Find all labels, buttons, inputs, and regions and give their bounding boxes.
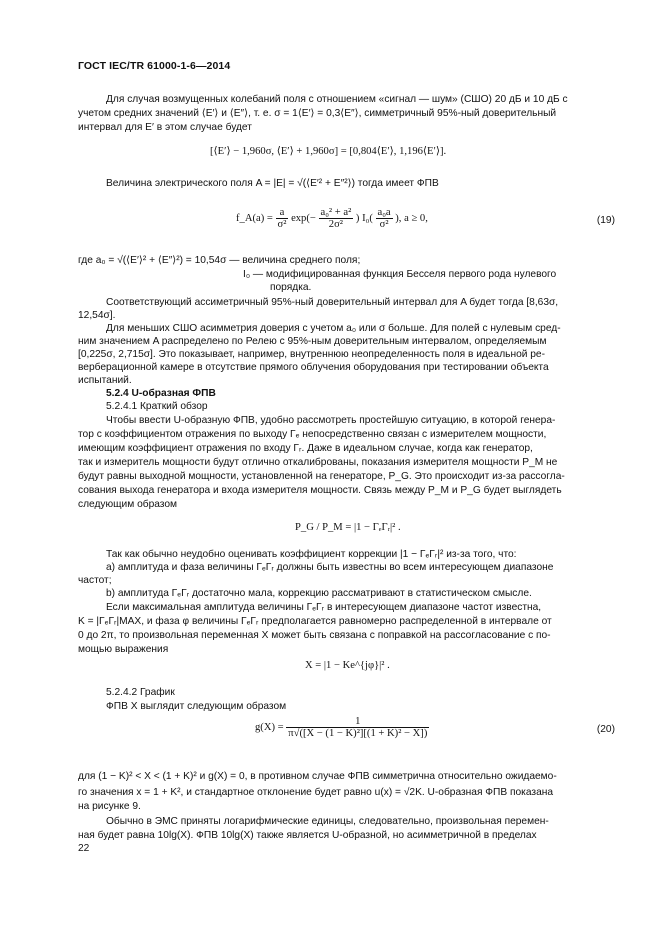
paragraph-line: Чтобы ввести U-образную ФПВ, удобно рассмотреть простейшую ситуацию, в которой генера- [106, 415, 556, 426]
paragraph-line: Соответствующий ассиметричный 95%-ный доверительный интервал для A будет тогда [8,63σ, [106, 297, 559, 308]
eq19-lhs: f_A(a) = [236, 212, 276, 224]
paragraph-line: b) амплитуда ΓₑΓᵣ достаточно мала, коррекцию рассматривают в статистическом смысле. [106, 588, 532, 599]
paragraph-line: го значения x = 1 + K², и стандартное отклонение будет равно u(x) = √2K. U-образная ФПВ показана [78, 787, 554, 798]
paragraph-line: так и измеритель мощности будут отлично откалиброваны, показания измерителя мощности P_M не [78, 457, 558, 468]
paragraph-line: где a₀ = √(⟨E′⟩² + ⟨E″⟩²) = 10,54σ — величина среднего поля; [78, 255, 361, 266]
eq20-frac: $\frac{1}{\text{π√([X − (1 − K)²][(1 + K)² − X])}}$ [288, 716, 428, 739]
equation-19 [236, 207, 428, 230]
paragraph-line: тор с коэффициентом отражения по выходу Γₑ непосредственно связан с измерителем мощности, [78, 429, 547, 440]
paragraph-line: [0,225σ, 2,715σ]. Это показывает, например, внутреннюю неопределенность поля в идеальной ре- [78, 349, 545, 360]
subsection-heading: 5.2.4.1 Краткий обзор [106, 401, 208, 412]
paragraph-line: K = |ΓₑΓᵣ|MAX, и фаза φ величины ΓₑΓᵣ предполагается равномерно распределенной в интервале от [78, 616, 552, 627]
paragraph-line: Величина электрического поля A = |E| = √(⟨E′² + E″²⟩) тогда имеет ФПВ [106, 178, 439, 189]
eq19-frac2: $\frac{\text{a₀² + a²}}{\text{2σ²}}$ [320, 207, 352, 230]
paragraph-line: мощью выражения [78, 644, 169, 655]
paragraph-line: имеющим коэффициент отражения по входу Γᵣ. Даже в идеальном случае, когда как генератор, [78, 443, 533, 454]
equation-20 [255, 716, 429, 739]
equation-interval: [⟨E′⟩ − 1,960σ, ⟨E′⟩ + 1,960σ] = [0,804⟨E′⟩, 1,196⟨E′⟩]. [210, 146, 447, 157]
page-number: 22 [78, 843, 90, 854]
document-header: ГОСТ IEC/TR 61000-1-6—2014 [78, 60, 231, 72]
paragraph-line: I₀ — модифицированная функция Бесселя первого рода нулевого [243, 269, 557, 280]
paragraph-line: на рисунке 9. [78, 801, 141, 812]
paragraph-line: испытаний. [78, 375, 132, 386]
paragraph-line: Для меньших СШО асимметрия доверия с учетом a₀ или σ больше. Для полей с нулевым сред- [106, 323, 561, 334]
paragraph-line: учетом средних значений ⟨E′⟩ и ⟨E″⟩, т. е. σ = 1⟨E′⟩ = 0,3⟨E″⟩, симметричный 95%-ный доверительный [78, 108, 557, 119]
paragraph-line: ная будет равна 10lg(X). ФПВ 10lg(X) также является U-образной, но асимметричной в пределах [78, 830, 537, 841]
eq20-lhs: g(X) = [255, 721, 287, 733]
eq19-tail: ), a ≥ 0, [395, 212, 428, 224]
paragraph-line: Если максимальная амплитуда величины ΓₑΓᵣ в интересующем диапазоне частот известна, [106, 602, 542, 613]
paragraph-line: частот; [78, 575, 112, 586]
paragraph-line: Обычно в ЭМС приняты логарифмические единицы, следовательно, произвольная перемен- [106, 816, 549, 827]
equation-number: (19) [596, 215, 615, 226]
equation-x: X = |1 − Ke^{jφ}|² . [305, 660, 390, 671]
eq19-exp: exp(− [291, 212, 316, 224]
paragraph-line: ним значением A распределено по Релею с 95%-ным доверительным интервалом, определяемым [78, 336, 547, 347]
subsection-heading: 5.2.4.2 График [106, 687, 175, 698]
paragraph-line: интервал для E′ в этом случае будет [78, 122, 252, 133]
section-heading: 5.2.4 U-образная ФПВ [106, 388, 216, 399]
paragraph-line: следующим образом [78, 499, 178, 510]
paragraph-line: 12,54σ]. [78, 310, 116, 321]
paragraph-line: 0 до 2π, то произвольная переменная X может быть связана с поправкой на рассогласование с по- [78, 630, 551, 641]
paragraph-line: порядка. [270, 282, 312, 293]
paragraph-line: Так как обычно неудобно оценивать коэффициент коррекции |1 − ΓₑΓᵣ|² из-за того, что: [106, 549, 517, 560]
paragraph-line: верберационной камере в отсутствие прямого облучения оборудования при тестировании объекта [78, 362, 549, 373]
eq19-frac1: $\frac{a}{\text{σ²}}$ [277, 207, 287, 230]
paragraph-line: а) амплитуда и фаза величины ΓₑΓᵣ должны быть известны во всем интересующем диапазоне [106, 562, 554, 573]
equation-number: (20) [596, 724, 615, 735]
paragraph-line: сования выхода генератора и входа измерителя мощности. Связь между P_M и P_G будет выглядеть [78, 485, 562, 496]
paragraph-line: будут равны выходной мощности, установленной на генераторе, P_G. Это происходит из-за рассогла- [78, 471, 565, 482]
eq19-frac3: $\frac{\text{a₀a}}{\text{σ²}}$ [377, 207, 391, 230]
paragraph-line: ФПВ X выглядит следующим образом [106, 701, 287, 712]
eq19-mid: ) I₀( [355, 212, 373, 224]
paragraph-line: Для случая возмущенных колебаний поля с отношением «сигнал — шум» (СШО) 20 дБ и 10 дБ с [106, 94, 568, 105]
paragraph-line: для (1 − K)² < X < (1 + K)² и g(X) = 0, в противном случае ФПВ симметрична относительно ожидаемо- [78, 771, 557, 782]
equation-pg-pm: P_G / P_M = |1 − ΓₑΓᵣ|² . [295, 522, 401, 533]
